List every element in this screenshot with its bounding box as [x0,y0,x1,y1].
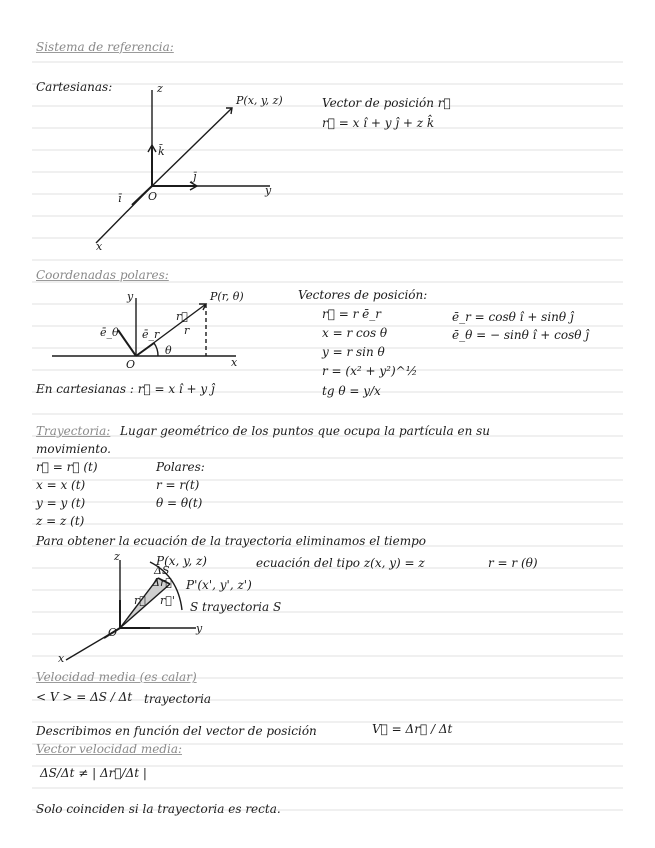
polar-eq1: r⃗ = r ē_r [322,307,382,321]
polar-etheta-label: ē_θ [100,326,119,339]
polar-eq3: y = r sin θ [322,345,385,359]
inequality: ΔS/Δt ≠ | Δr⃗/Δt | [40,766,147,780]
traj-ds-label: ΔS [154,564,170,577]
traj-axis-y: y [196,622,203,635]
unit-k-label: k̄ [158,145,165,158]
frame-title: Sistema de referencia: [36,40,174,54]
polar-er-label: ē_r [142,328,160,341]
unit-j-label: j̄ [193,170,197,183]
polar-r-vec-label: r⃗ [176,310,188,323]
trajectory-heading: Trayectoria: [36,424,111,438]
polar-heading: Coordenadas polares: [36,268,169,282]
traj-r-label: r⃗ [134,594,146,607]
traj-polar-label: Polares: [156,460,205,474]
traj-cart2: x = x (t) [36,478,86,492]
traj-cart4: z = z (t) [36,514,85,528]
mean-velocity-heading: Velocidad media (es calar) [36,670,197,684]
trajectory-definition: Lugar geométrico de los puntos que ocupa la partícula en su [120,424,490,438]
traj-point-p: P(x, y, z) [156,554,207,568]
polar-theta-label: θ [165,344,172,357]
axis-y-label: y [265,184,272,197]
vector-velocity-eq: V⃗ = Δr⃗ / Δt [372,722,453,736]
pos-vector-eq: r⃗ = x î + y ĵ + z k̂ [322,116,435,130]
describe-line: Describimos en función del vector de posición [36,724,317,738]
etheta-definition: ē_θ = − sinθ î + cosθ ĵ [452,328,590,342]
polar-cartesian-line: En cartesianas : r⃗ = x î + y ĵ [36,382,215,396]
unit-i-label: ī [118,192,122,205]
polar-eq2: x = r cos θ [322,326,388,340]
mean-velocity-word: trayectoria [144,692,212,706]
traj-cart3: y = y (t) [36,496,86,510]
mean-velocity-eq: < V > = ΔS / Δt [36,690,133,704]
polar-axis-x: x [231,356,238,369]
traj-eq-type: ecuación del tipo z(x, y) = z [256,556,425,570]
traj-axis-x: x [58,652,65,665]
polar-point: P(r, θ) [210,290,244,303]
traj-cart1: r⃗ = r⃗ (t) [36,460,98,474]
polar-origin: O [126,358,136,371]
traj-rp-label: r⃗' [160,594,175,607]
traj-origin: O [108,626,118,639]
eliminate-time: Para obtener la ecuación de la trayectoria eliminamos el tiempo [36,534,427,548]
traj-dr-label: Δr⃗ [152,576,172,589]
trajectory-definition-cont: movimiento. [36,442,111,456]
polar-eq5: tg θ = y/x [322,384,381,398]
vector-velocity-heading: Vector velocidad media: [36,742,183,756]
cartesian-heading: Cartesianas: [36,80,113,94]
er-definition: ē_r = cosθ î + sinθ ĵ [452,310,574,324]
point-label: P(x, y, z) [236,94,283,107]
origin-label: O [148,190,158,203]
axis-x-label: x [96,240,103,253]
axis-z-label: z [157,82,163,95]
traj-pol2: θ = θ(t) [156,496,203,510]
only-straight: Solo coinciden si la trayectoria es recta. [36,802,281,816]
polar-eq4: r = (x² + y²)^½ [322,364,418,378]
traj-axis-z: z [114,550,120,563]
pos-vector-title: Vector de posición r⃗ [322,96,451,110]
polar-r-len-label: r [184,324,190,337]
traj-polar-eq: r = r (θ) [488,556,538,570]
traj-label: S trayectoria S [190,600,282,614]
traj-point-p2: P'(x', y', z') [186,578,252,592]
polar-axis-y: y [127,290,134,303]
traj-pol1: r = r(t) [156,478,200,492]
polar-vectors-title: Vectores de posición: [298,288,428,302]
